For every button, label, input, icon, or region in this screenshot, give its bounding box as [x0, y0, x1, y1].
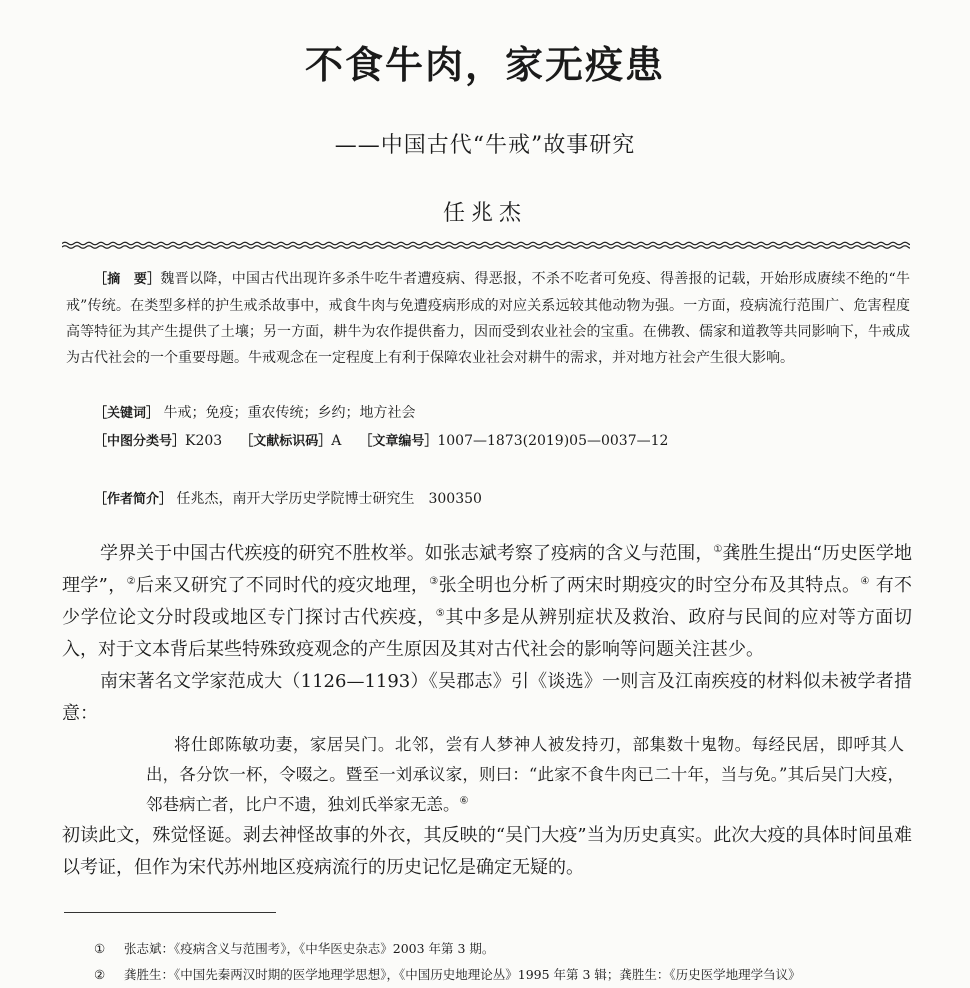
doc-code-value: A — [331, 433, 342, 449]
author-bio-text: 任兆杰，南开大学历史学院博士研究生 300350 — [176, 491, 482, 507]
body-text-span: 龚胜生提出“历史医学地理学”， — [62, 543, 913, 596]
clc-tag: ［中图分类号］ — [94, 434, 186, 449]
abstract-block — [66, 266, 910, 371]
article-author: 任兆杰 — [442, 201, 527, 226]
article-number-value: 1007—1873(2019)05—0037—12 — [437, 433, 669, 449]
body-text-span: 学界关于中国古代疾疫的研究不胜枚举。如张志斌考察了疫病的含义与范围， — [100, 543, 714, 564]
doc-code-tag: ［文献标识码］ — [240, 434, 332, 449]
abstract-tag: ［摘 要］ — [94, 272, 161, 287]
footnote-ref[interactable]: ① — [713, 544, 723, 555]
body-paragraph-1 — [62, 538, 912, 666]
article-number-tag: ［文章编号］ — [359, 434, 438, 449]
footnote-ref[interactable]: ② — [126, 576, 136, 587]
footnote-number: ① — [94, 941, 106, 956]
article-subtitle: ——中国古代“牛戒”故事研究 — [334, 133, 636, 158]
footnote-item — [94, 936, 914, 962]
clc-value: K203 — [185, 433, 223, 449]
body-text-span: 有不少学位论文分时段或地区专门探讨古代疾疫， — [62, 575, 913, 628]
footnotes — [94, 936, 914, 988]
wavy-divider — [62, 240, 910, 250]
quote-text — [146, 730, 904, 820]
abstract-paragraph — [66, 266, 910, 371]
footnote-ref[interactable]: ④ — [860, 576, 870, 587]
keywords-tag: ［关键词］ — [94, 406, 160, 421]
footnote-text: 张志斌：《疫病含义与范围考》，《中华医史杂志》2003 年第 3 期。 — [124, 941, 495, 956]
abstract-text: 魏晋以降，中国古代出现许多杀牛吃牛者遭疫病、得恶报，不杀不吃者可免疫、得善报的记载，开始形成赓续不绝的“牛戒”传统。在类型多样的护生戒杀故事中，戒食牛肉与免遭疫病形成的对应关系远较其他动物为强。一方面，疫病流行范围广、危害程度高等特征为其产生提供了土壤；另一方面，耕牛为农作提供畜力，因而受到农业社会的宝重。在佛教、儒家和道教等共同影响下，牛戒成为古代社会的一个重要母题。牛戒观念在一定程度上有利于保障农业社会对耕牛的需求，并对地方社会产生很大影响。 — [66, 271, 910, 366]
footnote-ref[interactable]: ⑤ — [435, 608, 446, 619]
classification-line — [94, 430, 668, 453]
author-bio-line — [94, 488, 482, 511]
block-quote — [100, 730, 912, 820]
footnote-ref[interactable]: ③ — [429, 576, 439, 587]
body-text-span: 张全明也分析了两宋时期疫灾的时空分布及其特点。 — [438, 575, 861, 596]
article-title: 不食牛肉，家无疫患 — [304, 42, 665, 87]
footnote-text: 龚胜生：《中国先秦两汉时期的医学地理学思想》，《中国历史地理论丛》1995 年第 3 辑；龚胜生：《历史医学地理学刍议》 — [124, 967, 801, 982]
body-text-span: 其中多是从辨别症状及救治、政府与民间的应对等方面切入，对于文本背后某些特殊致疫观念的产生原因及其对古代社会的影响等问题关注甚少。 — [62, 607, 913, 660]
footnote-rule — [64, 912, 276, 913]
author-bio-tag: ［作者简介］ — [94, 492, 173, 507]
body-paragraph-2: 南宋著名文学家范成大（1126—1193）《吴郡志》引《谈选》一则言及江南疾疫的材料似未被学者措意： — [62, 671, 912, 724]
keywords-line — [94, 402, 415, 425]
body-paragraph-3: 初读此文，殊觉怪诞。剥去神怪故事的外衣，其反映的“吴门大疫”当为历史真实。此次大疫的具体时间虽难以考证，但作为宋代苏州地区疫病流行的历史记忆是确定无疑的。 — [62, 825, 912, 878]
footnote-number: ② — [94, 967, 106, 982]
keywords-text: 牛戒；免疫；重农传统；乡约；地方社会 — [163, 405, 416, 421]
body-text-span: 后来又研究了不同时代的疫灾地理， — [135, 575, 430, 596]
footnote-item — [94, 962, 914, 988]
quote-text-span: 将仕郎陈敏功妻，家居吴门。北邻，尝有人梦神人被发持刃，部集数十鬼物。每经民居，即呼其人出，各分饮一杯，令啜之。暨至一刘承议家，则曰：“此家不食牛肉已二十年，当与免。”其后吴门大疫，邻巷病亡者，比户不遗，独刘氏举家无恙。 — [146, 735, 904, 814]
body-text — [62, 538, 912, 884]
footnote-ref[interactable]: ⑥ — [459, 795, 469, 807]
